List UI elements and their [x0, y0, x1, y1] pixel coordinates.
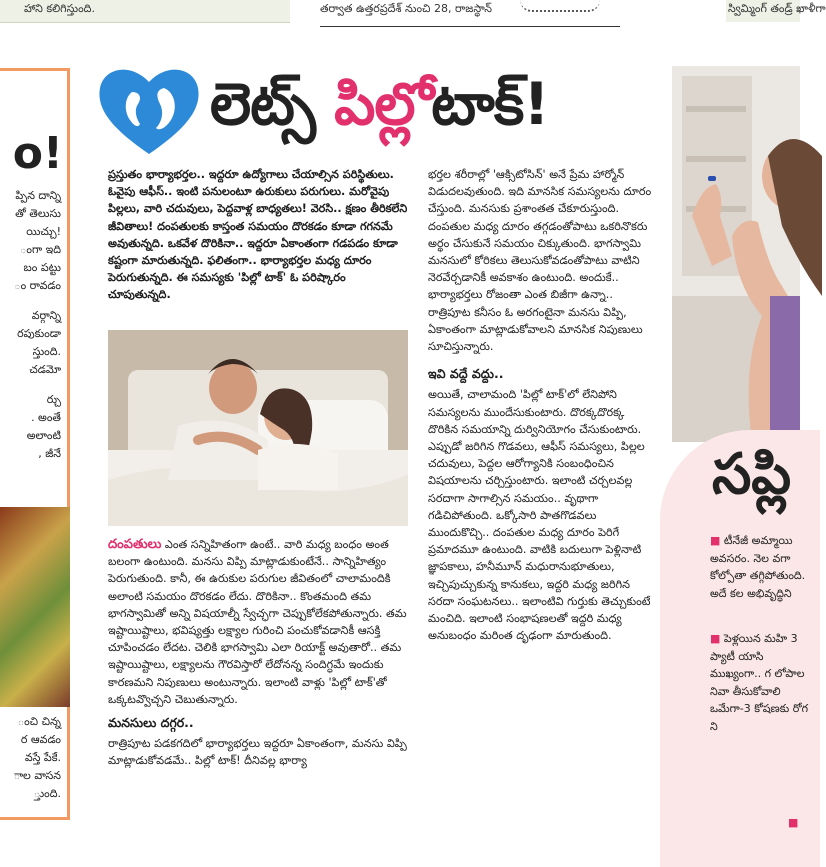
couple-in-bed-photo	[108, 330, 408, 526]
top-strip-right-text: స్విమ్మింగ్ తండ్ర్ ఖాళీగా	[728, 2, 826, 15]
dotted-ornament	[520, 0, 600, 12]
col2-paragraph: భర్తల శరీరాల్లో 'ఆక్సిటోసిన్' అనే ప్రేమ హార్మోన్ విడుదలవుతుంది. ఇది మానసిక సమస్యలను దూరం చేస్తుంది. మనసుకు ప్రశాంతత చేకూరుస్తుంది. దంపతుల మధ్య దూరం తగ్గడంతోపాటు ఒకరినొకరు అర్థం చేసుకునే సమయం చిక్కుతుంది. భాగస్వామి మనసులో కోరికలు తెలుసుకోవడంతోపాటు వాటిని నెరవేర్చడానికీ అవకాశం ఉంటుంది. అందుకే.. భార్యాభర్తలు రోజంతా ఎంత బిజీగా ఉన్నా.. రాత్రిపూట కనీసం ఓ అరగంటైనా మనసు విప్పి, ఏకాంతంగా మాట్లాడుకోవాలని మానసిక నిపుణులు సూచిస్తున్నారు.	[428, 168, 652, 354]
supplement-headline: సప్లి	[712, 442, 792, 507]
left-saree-photo	[0, 507, 70, 707]
top-strip-middle	[320, 0, 620, 27]
bullet-icon: ■	[710, 534, 724, 547]
lead-word: దంపతులు	[108, 537, 162, 552]
left-line: చడమో	[29, 363, 61, 376]
col2-paragraph-2: అయితే, చాలామంది 'పిల్లో టాక్'లో లేనిపోని సమస్యలను ముందేసుకుంటారు. దొరక్కదొరక్క దొరికిన సమయాన్ని దుర్వినియోగం చేసుకుంటారు. ఎప్పుడో జరిగిన గొడవలు, ఆఫీస్ సమస్యలు, పిల్లల చదువులు, పెద్దల ఆరోగ్యానికి సంబంధించిన విషయాలను చర్చిస్తుంటారు. ఇలాంటి చర్చలవల్ల సరదాగా సాగాల్సిన సమయం.. వృథాగా గడిచిపోతుంది. ఒక్కోసారి పాతగొడవలు ముందుకొచ్చి.. దంపతుల మధ్య దూరం పెరిగే ప్రమాదమూ ఉంటుంది. వాటికి బదులుగా పెళ్లినాటి జ్ఞాపకాలు, హనీమూన్ మధురానుభూతులు, ఇచ్చిపుచ్చుకున్న కానుకలు, ఇద్దరి మధ్య జరిగిన సరదా సంఘటనలు.. ఇలాంటివి గుర్తుకు తెచ్చుకుంటే మంచిది. ఇలాంటి సంభాషణలతో ఇద్దరి మధ్య అనుబంధం మరింత దృఢంగా మారుతుంది.	[428, 388, 651, 643]
left-line: ర ఆవడం	[20, 733, 61, 746]
headline-part3: టాక్!	[431, 70, 549, 138]
article-column-1	[108, 166, 408, 304]
tail-paragraph: రాత్రిపూట పడకగదిలో భార్యాభర్తలు ఇద్దరూ ఏకాంతంగా, మనసు విప్పి మాట్లాడుకోవడమే.. పిల్లో టాక్! దీనివల్ల భార్యా	[108, 737, 407, 768]
left-line: ం రావడం	[14, 279, 61, 292]
left-line: . అంతే	[31, 411, 61, 424]
couple-illustration	[108, 330, 408, 526]
supplement-bullet-2	[710, 630, 814, 735]
left-line: ంచి చిన్న	[17, 715, 61, 728]
article-column-1-body	[108, 536, 408, 770]
left-headline-fragment: o!	[12, 128, 63, 179]
bullet-icon: ■	[710, 632, 724, 645]
left-line: ప్పిన దాన్ని	[15, 189, 61, 202]
left-line: ర్చు	[46, 393, 61, 406]
headline-part1: లెట్స్	[210, 70, 335, 138]
left-line: యిచ్చు!	[26, 225, 61, 238]
headline	[210, 64, 549, 144]
subhead-closer: మనసులు దగ్గర..	[108, 715, 194, 731]
body-text: ఎంత సన్నిహితంగా ఉంటే.. వారి మధ్య బంధం అంత బలంగా ఉంటుంది. మనసు విప్పి మాట్లాడుకుంటేనే.. సాన్నిహిత్యం పెరుగుతుంది. కానీ, ఈ ఉరుకుల పరుగుల జీవితంలో చాలామందికి అలాంటి సమయం దొరకడం లేదు. దొరికినా.. కొంతమంది తమ భాగస్వామితో అన్ని విషయాల్నీ స్వేచ్ఛగా చెప్పుకోలేకపోతున్నారు. తమ ఇష్టాయిష్టాలు, భవిష్యత్తు లక్ష్యాల గురించి పంచుకోవడానికీ ఆసక్తి చూపించడం లేదట. చెలికి భాగస్వామి ఎలా రియాక్ట్ అవుతారో.. తమ ఇష్టాయిష్టాలు, లక్ష్యాలను గౌరవిస్తారో లేదోనన్న సందిగ్ధమే ఇందుకు కారణమని నిపుణులు అంటున్నారు. ఇలాంటి వాళ్లు 'పిల్లో టాక్'తో ఒక్కటవ్వొచ్చని చెబుతున్నారు.	[108, 538, 407, 706]
body-paragraph	[108, 536, 408, 708]
top-strip-middle-text: తర్వాత ఉత్తరప్రదేశ్ నుంచి 28, రాజస్థాన్	[320, 2, 492, 15]
woman-pill-photo	[672, 66, 800, 442]
left-clipped-article	[0, 68, 70, 820]
heart-couple-logo	[94, 62, 204, 158]
headline-part2: పిల్లో	[334, 70, 432, 138]
left-line: వర్గాన్ని	[31, 309, 61, 322]
left-line: తో తెలుసు	[15, 207, 61, 220]
left-line: రపుకుండా	[17, 327, 61, 340]
supplement-bullet-1	[710, 532, 814, 602]
subhead-avoid: ఇవి వద్దే వద్దు..	[428, 366, 504, 382]
left-line: ాల వాసన	[13, 769, 61, 782]
top-strip-left-text: హాని కలిగిస్తుంది.	[24, 2, 95, 15]
article-column-2	[428, 166, 656, 644]
woman-illustration	[672, 66, 800, 442]
left-line: అలాంటి	[26, 429, 61, 442]
bullet-text: టీనేజీ అమ్మాయి అవసరం. నెల వగా కోల్పోతా తగ్గిపోతుంది. అదే కల అభివృద్ధిని	[710, 534, 806, 600]
top-strip-left	[0, 0, 290, 23]
left-line: స్తుంది.	[32, 345, 61, 358]
left-line: ంగా ఇది	[20, 243, 61, 256]
supplement-panel	[660, 430, 820, 867]
intro-paragraph: ప్రస్తుతం భార్యాభర్తల.. ఇద్దరూ ఉద్యోగాలు చేయాల్సిన పరిస్థితులు. ఓవైపు ఆఫీస్.. ఇంటి పనులంటూ ఉరుకులు పరుగులు. మరోవైపు పిల్లలు, వారి చదువులు, పెద్దవాళ్ల బాధ్యతలు! వెరసి.. క్షణం తీరికలేని జీవితాలు! దంపతులకు కాస్తంత సమయం దొరకడం కూడా గగనమే అవుతున్నది. ఒకవేళ దొరికినా.. ఇద్దరూ ఏకాంతంగా గడపడం కూడా కష్టంగా మారుతున్నది. ఫలితంగా.. భార్యాభర్తల మధ్య దూరం పెరుగుతున్నది. ఈ సమస్యకు 'పిల్లో టాక్' ఓ పరిష్కారం చూపుతున్నది.	[108, 168, 408, 302]
left-line: వస్తే పేకే.	[24, 751, 61, 764]
bullet-end-icon: ■	[788, 816, 799, 829]
left-text-block-2	[14, 713, 61, 803]
bullet-text: పెళ్లయిన మహి 3 ప్యాటీ యాసి ముఖ్యంగా.. గ లోపాల నివా తీసుకోవాలి ఒమేగా-3 కోషణకు రోగ ని	[710, 632, 808, 733]
left-line: , జీనే	[38, 447, 61, 460]
left-text-block-1	[14, 187, 61, 463]
top-strip-right	[726, 0, 826, 22]
heart-icon	[94, 62, 204, 158]
left-line: ్తుంది.	[33, 787, 61, 800]
left-line: బం పట్టు	[23, 261, 61, 274]
